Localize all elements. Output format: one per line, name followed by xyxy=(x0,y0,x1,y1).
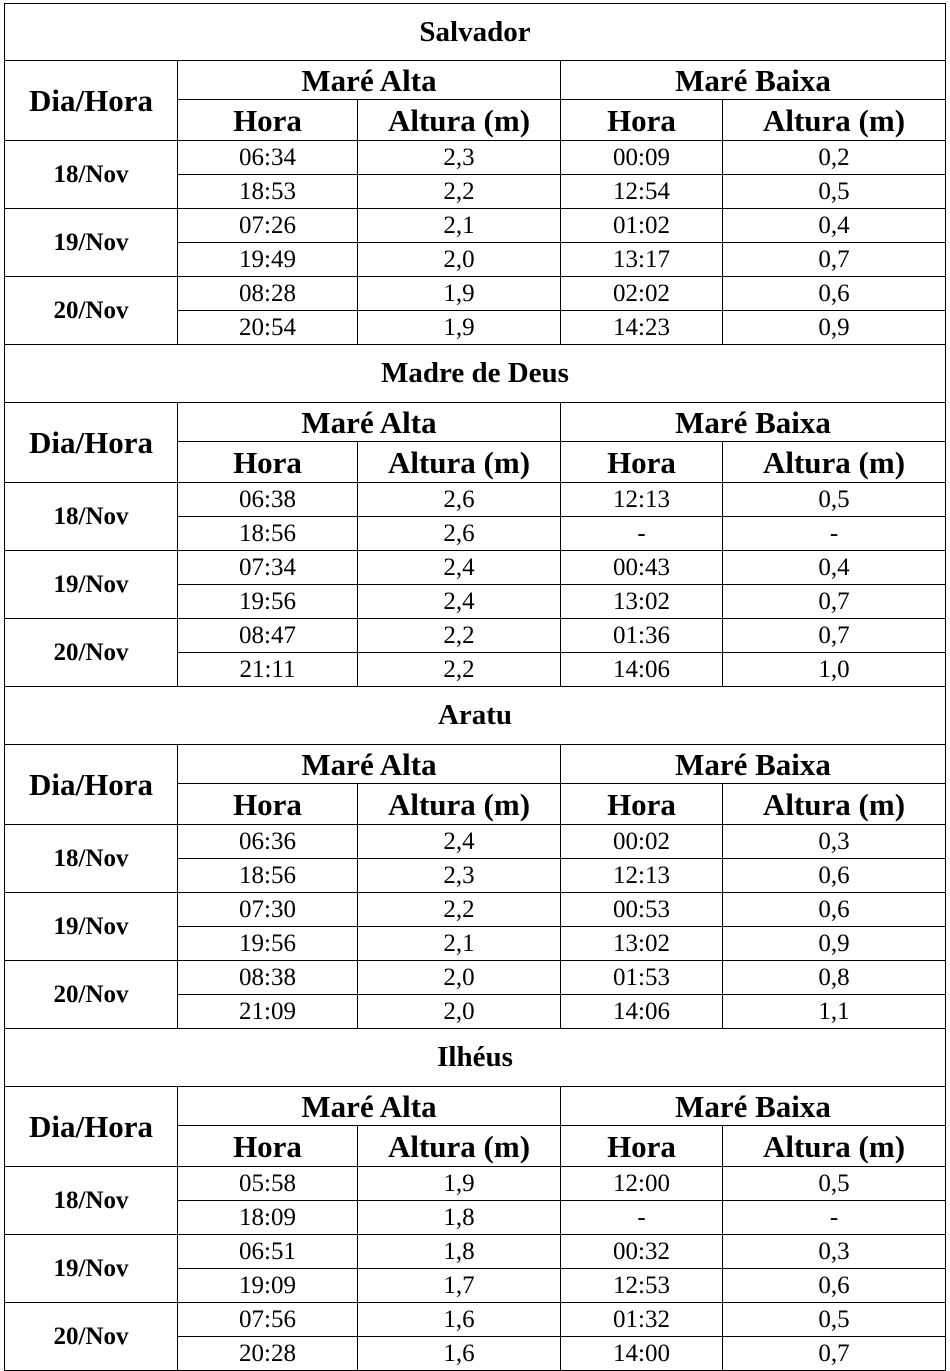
high-tide-hour: 20:28 xyxy=(178,1337,358,1371)
high-tide-hour: 18:56 xyxy=(178,859,358,893)
high-tide-hour: 08:28 xyxy=(178,277,358,311)
low-tide-hour: 13:17 xyxy=(561,243,723,277)
low-tide-hour: - xyxy=(561,1201,723,1235)
high-tide-height: 1,6 xyxy=(358,1303,561,1337)
header-row xyxy=(5,61,946,100)
table-row xyxy=(5,1303,946,1337)
table-row xyxy=(5,209,946,243)
low-tide-height: 0,3 xyxy=(723,825,946,859)
high-tide-height: 2,4 xyxy=(358,825,561,859)
low-tide-hour: - xyxy=(561,517,723,551)
low-tide-height: 1,1 xyxy=(723,995,946,1029)
tide-table-body xyxy=(5,4,946,1371)
low-tide-hour: 00:02 xyxy=(561,825,723,859)
low-tide-hour: 12:13 xyxy=(561,483,723,517)
high-tide-height: 1,9 xyxy=(358,277,561,311)
high-tide-height: 1,9 xyxy=(358,1167,561,1201)
high-tide-hour: 20:54 xyxy=(178,311,358,345)
day-hour-header: Dia/Hora xyxy=(5,403,178,483)
low-tide-header: Maré Baixa xyxy=(561,61,946,100)
high-tide-height: 2,1 xyxy=(358,209,561,243)
high-tide-hour: 19:56 xyxy=(178,927,358,961)
table-row xyxy=(5,1167,946,1201)
location-title: Salvador xyxy=(5,4,946,61)
high-tide-hour: 19:49 xyxy=(178,243,358,277)
low-tide-header: Maré Baixa xyxy=(561,1087,946,1126)
high-tide-hour: 21:11 xyxy=(178,653,358,687)
high-tide-hour: 08:38 xyxy=(178,961,358,995)
high-tide-height: 2,2 xyxy=(358,653,561,687)
high-tide-header: Maré Alta xyxy=(178,1087,561,1126)
high-tide-header: Maré Alta xyxy=(178,61,561,100)
high-height-header: Altura (m) xyxy=(358,1126,561,1167)
low-tide-hour: 12:54 xyxy=(561,175,723,209)
high-tide-hour: 07:56 xyxy=(178,1303,358,1337)
high-tide-height: 2,1 xyxy=(358,927,561,961)
high-tide-hour: 08:47 xyxy=(178,619,358,653)
location-title-row xyxy=(5,1029,946,1087)
high-tide-hour: 21:09 xyxy=(178,995,358,1029)
low-tide-height: 0,6 xyxy=(723,277,946,311)
location-title: Madre de Deus xyxy=(5,345,946,403)
high-tide-hour: 19:09 xyxy=(178,1269,358,1303)
low-tide-hour: 00:43 xyxy=(561,551,723,585)
low-tide-height: 0,6 xyxy=(723,893,946,927)
low-tide-hour: 12:13 xyxy=(561,859,723,893)
high-height-header: Altura (m) xyxy=(358,784,561,825)
low-tide-height: 0,7 xyxy=(723,243,946,277)
low-tide-hour: 12:53 xyxy=(561,1269,723,1303)
day-label: 20/Nov xyxy=(5,1303,178,1371)
tide-table xyxy=(4,3,946,1371)
high-hour-header: Hora xyxy=(178,100,358,141)
day-label: 19/Nov xyxy=(5,209,178,277)
header-row xyxy=(5,745,946,784)
table-row xyxy=(5,483,946,517)
high-tide-height: 2,6 xyxy=(358,483,561,517)
day-label: 20/Nov xyxy=(5,619,178,687)
low-tide-height: 0,5 xyxy=(723,175,946,209)
low-tide-hour: 14:06 xyxy=(561,653,723,687)
low-tide-hour: 12:00 xyxy=(561,1167,723,1201)
day-label: 20/Nov xyxy=(5,277,178,345)
low-tide-height: - xyxy=(723,517,946,551)
location-title: Ilhéus xyxy=(5,1029,946,1087)
table-row xyxy=(5,551,946,585)
high-tide-height: 2,6 xyxy=(358,517,561,551)
high-tide-header: Maré Alta xyxy=(178,745,561,784)
location-title-row xyxy=(5,345,946,403)
location-title: Aratu xyxy=(5,687,946,745)
table-row xyxy=(5,825,946,859)
low-tide-hour: 14:00 xyxy=(561,1337,723,1371)
high-tide-hour: 19:56 xyxy=(178,585,358,619)
day-label: 18/Nov xyxy=(5,825,178,893)
low-tide-hour: 14:23 xyxy=(561,311,723,345)
low-tide-hour: 01:53 xyxy=(561,961,723,995)
high-tide-height: 2,4 xyxy=(358,585,561,619)
table-row xyxy=(5,893,946,927)
day-label: 19/Nov xyxy=(5,551,178,619)
high-tide-hour: 18:56 xyxy=(178,517,358,551)
high-hour-header: Hora xyxy=(178,784,358,825)
high-tide-hour: 18:53 xyxy=(178,175,358,209)
low-tide-hour: 00:09 xyxy=(561,141,723,175)
high-tide-height: 2,0 xyxy=(358,995,561,1029)
high-tide-height: 1,9 xyxy=(358,311,561,345)
high-tide-hour: 06:38 xyxy=(178,483,358,517)
high-tide-height: 2,0 xyxy=(358,961,561,995)
low-hour-header: Hora xyxy=(561,100,723,141)
day-hour-header: Dia/Hora xyxy=(5,61,178,141)
low-height-header: Altura (m) xyxy=(723,100,946,141)
high-tide-height: 2,2 xyxy=(358,619,561,653)
low-tide-height: 0,4 xyxy=(723,209,946,243)
table-row xyxy=(5,619,946,653)
low-tide-height: 1,0 xyxy=(723,653,946,687)
low-tide-height: - xyxy=(723,1201,946,1235)
day-hour-header: Dia/Hora xyxy=(5,1087,178,1167)
high-tide-hour: 07:34 xyxy=(178,551,358,585)
high-tide-height: 2,3 xyxy=(358,859,561,893)
high-tide-hour: 18:09 xyxy=(178,1201,358,1235)
low-tide-hour: 01:02 xyxy=(561,209,723,243)
low-tide-height: 0,6 xyxy=(723,859,946,893)
day-label: 18/Nov xyxy=(5,141,178,209)
low-height-header: Altura (m) xyxy=(723,784,946,825)
high-height-header: Altura (m) xyxy=(358,100,561,141)
header-row xyxy=(5,403,946,442)
low-tide-height: 0,5 xyxy=(723,483,946,517)
low-tide-height: 0,4 xyxy=(723,551,946,585)
high-tide-hour: 05:58 xyxy=(178,1167,358,1201)
tide-table-page xyxy=(4,3,945,1371)
low-tide-height: 0,9 xyxy=(723,311,946,345)
high-tide-height: 2,2 xyxy=(358,893,561,927)
day-label: 19/Nov xyxy=(5,1235,178,1303)
table-row xyxy=(5,141,946,175)
header-row xyxy=(5,1087,946,1126)
low-tide-hour: 02:02 xyxy=(561,277,723,311)
high-tide-height: 2,0 xyxy=(358,243,561,277)
low-tide-hour: 14:06 xyxy=(561,995,723,1029)
low-tide-height: 0,5 xyxy=(723,1167,946,1201)
low-tide-height: 0,2 xyxy=(723,141,946,175)
high-tide-height: 2,4 xyxy=(358,551,561,585)
high-hour-header: Hora xyxy=(178,442,358,483)
high-height-header: Altura (m) xyxy=(358,442,561,483)
low-tide-hour: 00:32 xyxy=(561,1235,723,1269)
high-tide-hour: 07:26 xyxy=(178,209,358,243)
high-tide-height: 1,6 xyxy=(358,1337,561,1371)
day-label: 19/Nov xyxy=(5,893,178,961)
low-tide-hour: 13:02 xyxy=(561,585,723,619)
table-row xyxy=(5,277,946,311)
low-tide-height: 0,5 xyxy=(723,1303,946,1337)
low-tide-hour: 01:32 xyxy=(561,1303,723,1337)
high-tide-height: 1,7 xyxy=(358,1269,561,1303)
low-height-header: Altura (m) xyxy=(723,442,946,483)
high-tide-height: 2,3 xyxy=(358,141,561,175)
day-label: 18/Nov xyxy=(5,483,178,551)
low-tide-hour: 13:02 xyxy=(561,927,723,961)
location-title-row xyxy=(5,687,946,745)
high-tide-height: 1,8 xyxy=(358,1235,561,1269)
day-hour-header: Dia/Hora xyxy=(5,745,178,825)
high-tide-hour: 06:36 xyxy=(178,825,358,859)
low-tide-hour: 01:36 xyxy=(561,619,723,653)
low-tide-height: 0,7 xyxy=(723,585,946,619)
location-title-row xyxy=(5,4,946,61)
high-tide-header: Maré Alta xyxy=(178,403,561,442)
day-label: 20/Nov xyxy=(5,961,178,1029)
low-hour-header: Hora xyxy=(561,442,723,483)
high-tide-hour: 06:34 xyxy=(178,141,358,175)
low-height-header: Altura (m) xyxy=(723,1126,946,1167)
low-tide-height: 0,6 xyxy=(723,1269,946,1303)
low-tide-height: 0,7 xyxy=(723,1337,946,1371)
low-tide-header: Maré Baixa xyxy=(561,403,946,442)
low-tide-height: 0,3 xyxy=(723,1235,946,1269)
day-label: 18/Nov xyxy=(5,1167,178,1235)
low-tide-header: Maré Baixa xyxy=(561,745,946,784)
low-tide-height: 0,8 xyxy=(723,961,946,995)
low-tide-height: 0,7 xyxy=(723,619,946,653)
high-tide-height: 1,8 xyxy=(358,1201,561,1235)
low-tide-height: 0,9 xyxy=(723,927,946,961)
high-tide-height: 2,2 xyxy=(358,175,561,209)
high-tide-hour: 07:30 xyxy=(178,893,358,927)
low-tide-hour: 00:53 xyxy=(561,893,723,927)
low-hour-header: Hora xyxy=(561,1126,723,1167)
high-tide-hour: 06:51 xyxy=(178,1235,358,1269)
high-hour-header: Hora xyxy=(178,1126,358,1167)
table-row xyxy=(5,961,946,995)
table-row xyxy=(5,1235,946,1269)
low-hour-header: Hora xyxy=(561,784,723,825)
